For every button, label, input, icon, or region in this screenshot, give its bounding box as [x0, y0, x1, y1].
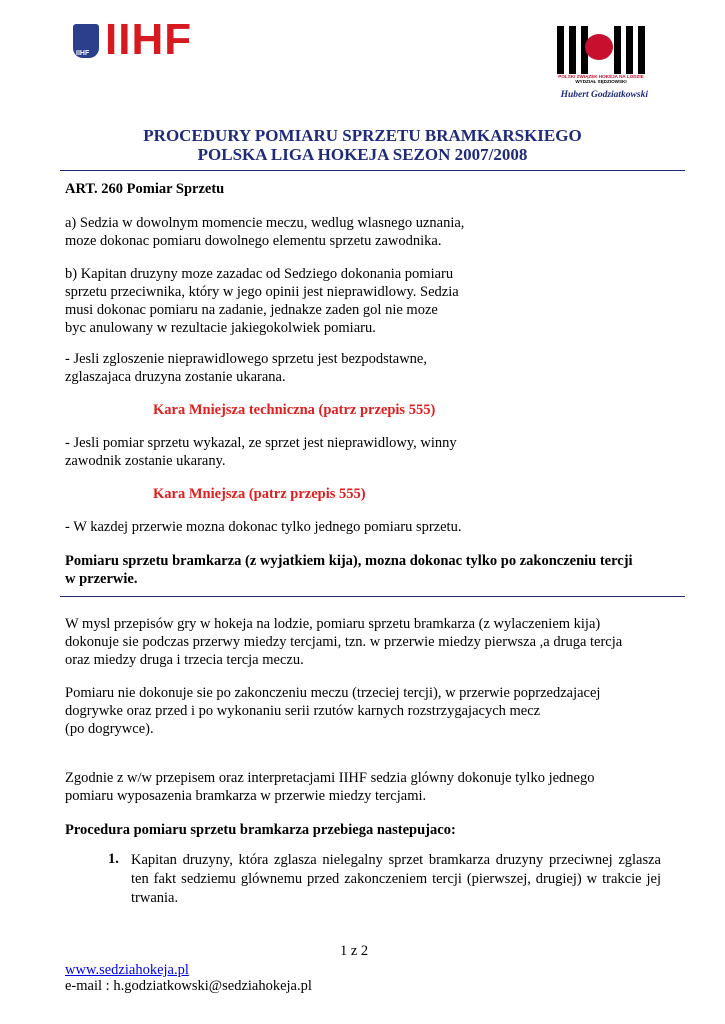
article-heading: ART. 260 Pomiar Sprzetu: [65, 181, 225, 197]
website-link[interactable]: www.sedziahokeja.pl: [65, 962, 189, 978]
page-number: 1 z 2: [340, 943, 369, 959]
author-name: Hubert Godziatkowski: [560, 90, 648, 100]
body-paragraph-3: Zgodnie z w/w przepisem oraz interpretacjami IIHF sedzia glówny dokonuje tylko jednego pomiaru wyposazenia bramkarza w przerwie miedzy tercjami.: [65, 770, 595, 804]
logo-text-line2: WYDZIAŁ SĘDZIOWSKI: [575, 79, 627, 84]
divider-top: [60, 170, 685, 171]
title-line-1: PROCEDURY POMIARU SPRZETU BRAMKARSKIEGO: [143, 126, 582, 145]
eagle-emblem-icon: [585, 34, 613, 60]
body-paragraph-2: Pomiaru nie dokonuje sie po zakonczeniu meczu (trzeciej tercji), w przerwie poprzedzajacej dogrywke oraz przed i po wykonaniu serii rzutów karnych rozstrzygajacych mecz (po dogrywce).: [65, 685, 601, 737]
iihf-badge-icon: IIHF: [73, 24, 99, 58]
iihf-logo: [73, 15, 241, 64]
procedure-heading: Procedura pomiaru sprzetu bramkarza przebiega nastepujaco:: [65, 822, 456, 838]
paragraph-c: - Jesli zgloszenie nieprawidlowego sprzetu jest bezpodstawne, zglaszajaca druzyna zostanie ukarana.: [65, 351, 427, 385]
footer-email: e-mail : h.godziatkowski@sedziahokeja.pl: [65, 978, 312, 994]
paragraph-d: - Jesli pomiar sprzetu wykazal, ze sprzet jest nieprawidlowy, winny zawodnik zostanie ukarany.: [65, 435, 457, 469]
penalty-note-1: Kara Mniejsza techniczna (patrz przepis 555): [153, 402, 436, 418]
body-paragraph-1: W mysl przepisów gry w hokeja na lodzie, pomiaru sprzetu bramkarza (z wylaczeniem kija) dokonuje sie podczas przerwy miedzy tercjami, tzn. w przerwie miedzy pierwsza ,a druga tercja oraz miedzy druga i trzecia tercja meczu.: [65, 616, 623, 668]
title-line-2: POLSKA LIGA HOKEJA SEZON 2007/2008: [197, 145, 528, 164]
referee-department-logo: [557, 26, 645, 84]
logo-text-line1: POLSKI ZWIĄZEK HOKEJA NA LODZIE: [558, 74, 644, 79]
paragraph-e: - W kazdej przerwie mozna dokonac tylko jednego pomiaru sprzetu.: [65, 519, 462, 535]
divider-middle: [60, 596, 685, 597]
paragraph-b: b) Kapitan druzyny moze zazadac od Sedziego dokonania pomiaru sprzetu przeciwnika, który w jego opinii jest nieprawidlowy. Sedzia musi dokonac pomiaru na zadanie, jednakze zaden gol nie moze byc anulowany w rezultacie jakiegokolwiek pomiaru.: [65, 266, 459, 336]
paragraph-a: a) Sedzia w dowolnym momencie meczu, wedlug wlasnego uznania, moze dokonac pomiaru dowolnego elementu sprzetu zawodnika.: [65, 215, 465, 249]
item-text: Kapitan druzyny, która zglasza nielegalny sprzet bramkarza druzyny przeciwnej zglasza ten fakt sedziemu glównemu przed zakonczeniem tercji (pierwszej, drugiej) w trakcie jej trwania.: [131, 852, 661, 906]
goalkeeper-bold-note: Pomiaru sprzetu bramkarza (z wyjatkiem kija), mozna dokonac tylko po zakonczeniu tercji w przerwie.: [65, 553, 633, 587]
item-number: 1.: [108, 851, 119, 867]
iihf-wordmark: IIHF: [105, 15, 193, 64]
document-title: [60, 126, 665, 164]
penalty-note-2: Kara Mniejsza (patrz przepis 555): [153, 486, 366, 502]
